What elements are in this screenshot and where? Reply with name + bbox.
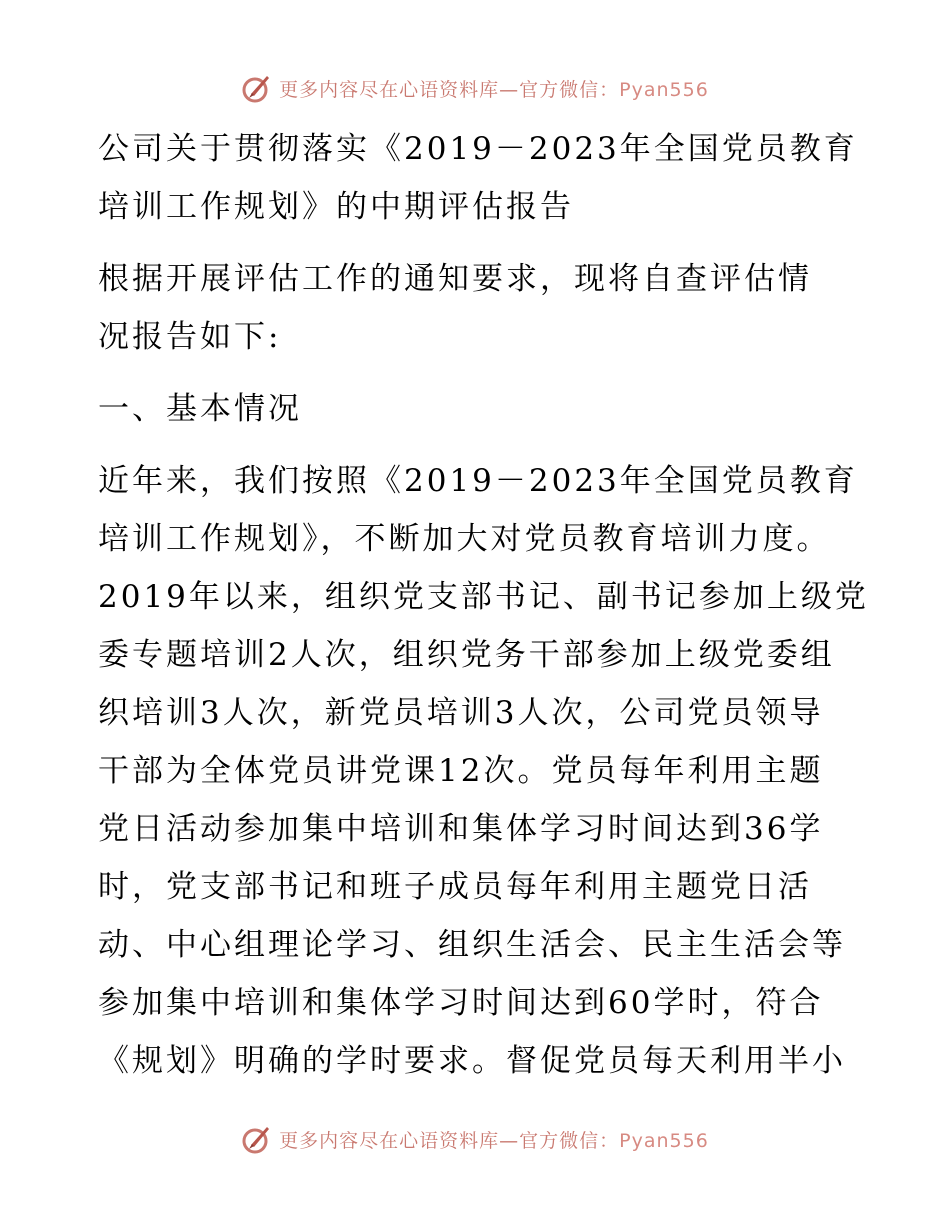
document-title-line-2: 培训工作规划》的中期评估报告 (98, 189, 574, 225)
body-line: 织培训3人次，新党员培训3人次，公司党员领导 (98, 695, 824, 731)
body-line: 委专题培训2人次，组织党务干部参加上级党委组 (98, 637, 835, 673)
body-line: 2019年以来，组织党支部书记、副书记参加上级党 (98, 579, 869, 615)
document-title-line-1: 公司关于贯彻落实《2019－2023年全国党员教育 (98, 131, 858, 167)
quill-logo-icon (241, 72, 273, 104)
body-line: 时，党支部书记和班子成员每年利用主题党日活 (98, 869, 812, 905)
body-line: 干部为全体党员讲党课12次。党员每年利用主题 (98, 753, 824, 789)
body-line: 动、中心组理论学习、组织生活会、民主生活会等 (98, 927, 846, 963)
document-body (98, 120, 869, 1090)
body-line: 培训工作规划》，不断加大对党员教育培训力度。 (98, 521, 831, 557)
intro-line-1: 根据开展评估工作的通知要求，现将自查评估情 (98, 261, 812, 297)
quill-logo-icon (241, 1123, 273, 1155)
section-heading: 一、基本情况 (98, 391, 302, 427)
header-watermark (0, 72, 950, 104)
intro-line-2: 况报告如下: (98, 319, 282, 355)
footer-watermark (0, 1123, 950, 1155)
body-line: 《规划》明确的学时要求。督促党员每天利用半小 (98, 1043, 846, 1079)
body-line: 参加集中培训和集体学习时间达到60学时，符合 (98, 985, 824, 1021)
body-line: 党日活动参加集中培训和集体学习时间达到36学 (98, 811, 824, 847)
watermark-text: 更多内容尽在心语资料库—官方微信：Pyan556 (279, 78, 709, 101)
body-line: 近年来，我们按照《2019－2023年全国党员教育 (98, 463, 858, 499)
watermark-text: 更多内容尽在心语资料库—官方微信：Pyan556 (279, 1129, 709, 1152)
